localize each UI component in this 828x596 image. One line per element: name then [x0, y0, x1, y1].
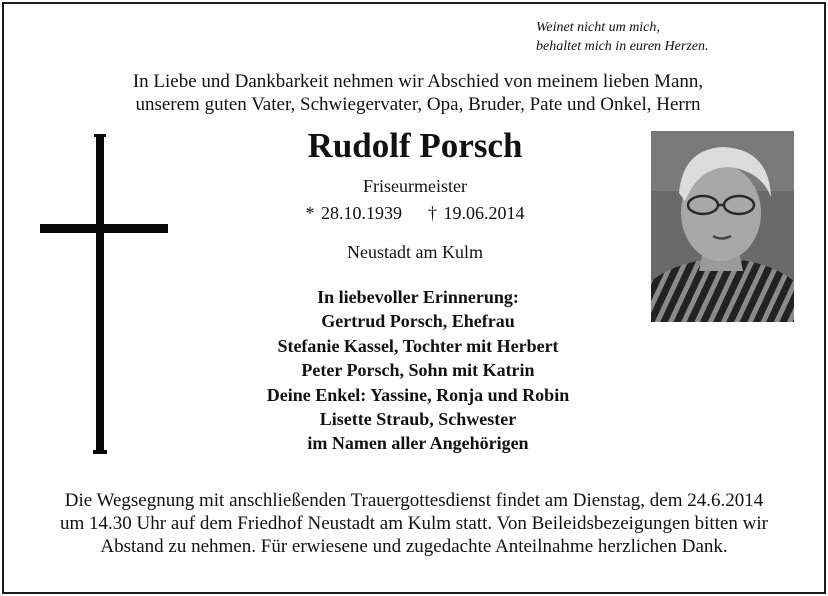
life-dates: [230, 203, 600, 224]
mourner-entry: Stefanie Kassel, Tochter mit Herbert: [277, 335, 559, 356]
deceased-name: Rudolf Porsch: [307, 126, 523, 165]
motto-line-1: Weinet nicht um mich,: [536, 20, 660, 35]
death-date: † 19.06.2014: [428, 203, 525, 223]
cross-icon: [36, 134, 172, 454]
mourners-list: [200, 285, 636, 456]
intro-text: [60, 70, 776, 116]
mourner-entry: Gertrud Porsch, Ehefrau: [321, 311, 515, 332]
service-notice: [20, 489, 808, 558]
notice-line-3: Abstand zu nehmen. Für erwiesene und zugedachte Anteilnahme herzlichen Dank.: [100, 536, 728, 557]
mourner-entry: Peter Porsch, Sohn mit Katrin: [301, 360, 535, 381]
intro-line-1: In Liebe und Dankbarkeit nehmen wir Abschied von meinem lieben Mann,: [132, 71, 704, 92]
motto-quote: [536, 18, 709, 56]
intro-line-2: unserem guten Vater, Schwiegervater, Opa, Bruder, Pate und Onkel, Herrn: [135, 94, 701, 115]
mourner-entry: Lisette Straub, Schwester: [319, 409, 517, 430]
notice-line-2: um 14.30 Uhr auf dem Friedhof Neustadt am Kulm statt. Von Beileidsbezeigungen bitten wir: [60, 513, 768, 534]
birth-date: * 28.10.1939: [305, 203, 402, 223]
portrait-photo: [651, 131, 794, 322]
mourners-heading: In liebevoller Erinnerung:: [317, 287, 519, 307]
deceased-profession: Friseurmeister: [363, 176, 467, 196]
deceased-place: Neustadt am Kulm: [347, 242, 483, 262]
mourner-entry: Deine Enkel: Yassine, Ronja und Robin: [266, 384, 570, 405]
mourners-closing: im Namen aller Angehörigen: [307, 433, 529, 454]
notice-line-1: Die Wegsegnung mit anschließenden Trauergottesdienst findet am Dienstag, dem 24.6.2014: [64, 490, 764, 511]
motto-line-2: behaltet mich in euren Herzen.: [536, 39, 709, 54]
